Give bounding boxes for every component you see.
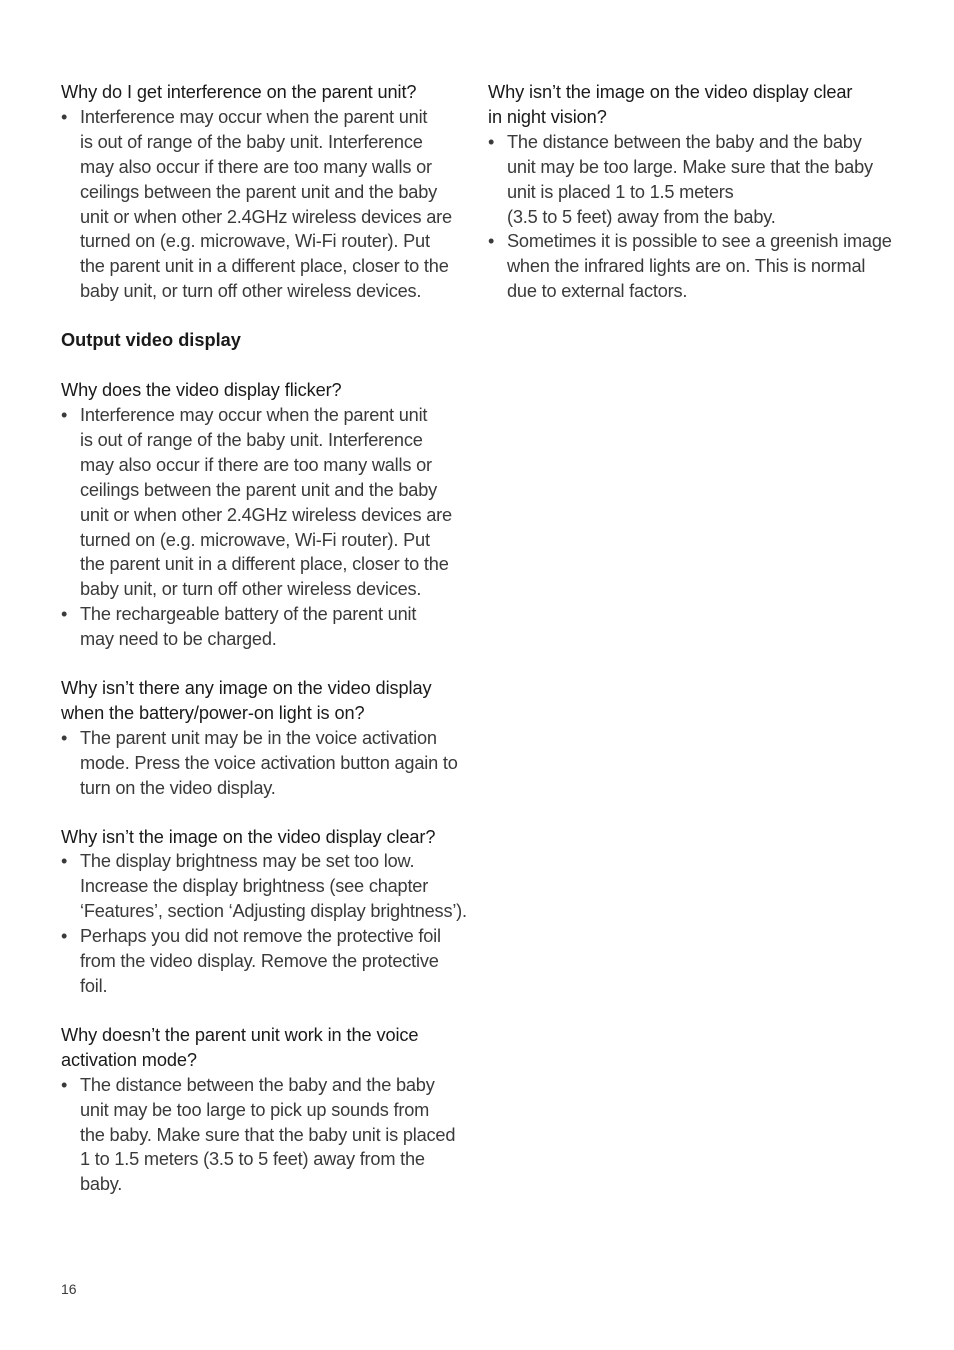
faq-night-vision	[488, 80, 898, 304]
question-heading: Why do I get interference on the parent unit?	[61, 82, 417, 102]
bullet-icon: •	[61, 1074, 68, 1095]
faq-interference	[61, 80, 471, 304]
bullet-icon: •	[488, 231, 495, 252]
bullet-icon: •	[61, 106, 68, 127]
question-heading: Why isn’t the image on the video display clear?	[61, 826, 436, 847]
answer-text: Sometimes it is possible to see a greenish image when the infrared lights are on. This is normal due to external factors.	[507, 231, 892, 302]
question-heading: Why does the video display flicker?	[61, 380, 342, 401]
faq-image-not-clear	[61, 825, 471, 999]
answer-text: The distance between the baby and the baby unit may be too large to pick up sounds from the baby. Make sure that the baby unit is placed 1 to 1.5 meters (3.5 to 5 feet) away from the baby.	[80, 1074, 456, 1195]
list-item	[488, 130, 898, 230]
page-number: 16	[61, 1281, 77, 1297]
list-item	[61, 924, 471, 999]
section-heading: Output video display	[61, 330, 241, 351]
answer-text: The distance between the baby and the baby unit may be too large. Make sure that the baby unit is placed 1 to 1.5 meters (3.5 to 5 feet) away from the baby.	[507, 131, 873, 227]
answer-list	[61, 403, 471, 652]
list-item	[61, 602, 471, 652]
question-heading: Why isn’t the image on the video display clear in night vision?	[488, 82, 853, 127]
list-item	[61, 849, 471, 924]
bullet-icon: •	[61, 851, 68, 872]
left-column	[61, 80, 471, 1221]
list-item	[488, 229, 898, 304]
list-item	[61, 403, 471, 602]
answer-text: Perhaps you did not remove the protective foil from the video display. Remove the protective foil.	[80, 926, 441, 996]
bullet-icon: •	[488, 131, 495, 152]
answer-list	[61, 726, 471, 801]
list-item	[61, 105, 471, 304]
faq-flicker	[61, 378, 471, 652]
bullet-icon: •	[61, 404, 68, 425]
answer-text: Interference may occur when the parent unit is out of range of the baby unit. Interference may also occur if there are too many walls or ceilings between the parent unit and the baby unit or when other 2.4GHz wireless devices are turned on (e.g. microwave, Wi-Fi router). Put the parent unit in a different place, closer to the baby unit, or turn off other wireless devices.	[80, 106, 452, 302]
answer-text: Interference may occur when the parent unit is out of range of the baby unit. Interference may also occur if there are too many walls or ceilings between the parent unit and the baby unit or when other 2.4GHz wireless devices are turned on (e.g. microwave, Wi-Fi router). Put the parent unit in a different place, closer to the baby unit, or turn off other wireless devices.	[80, 404, 452, 600]
right-column	[488, 80, 898, 328]
answer-list	[61, 1073, 471, 1198]
answer-text: The display brightness may be set too low. Increase the display brightness (see chapter ‘Features’, section ‘Adjusting display brightness’).	[80, 851, 467, 922]
faq-voice-activation	[61, 1023, 471, 1197]
answer-list	[488, 130, 898, 304]
question-heading: Why doesn’t the parent unit work in the voice activation mode?	[61, 1024, 419, 1070]
bullet-icon: •	[61, 926, 68, 947]
faq-no-image	[61, 676, 471, 801]
answer-list	[61, 849, 471, 998]
answer-text: The rechargeable battery of the parent unit may need to be charged.	[80, 604, 417, 650]
list-item	[61, 1073, 471, 1198]
list-item	[61, 726, 471, 801]
bullet-icon: •	[61, 604, 68, 625]
bullet-icon: •	[61, 727, 68, 748]
answer-list	[61, 105, 471, 304]
answer-text: The parent unit may be in the voice activation mode. Press the voice activation button again to turn on the video display.	[80, 727, 458, 798]
question-heading: Why isn’t there any image on the video display when the battery/power-on light is on?	[61, 678, 432, 723]
